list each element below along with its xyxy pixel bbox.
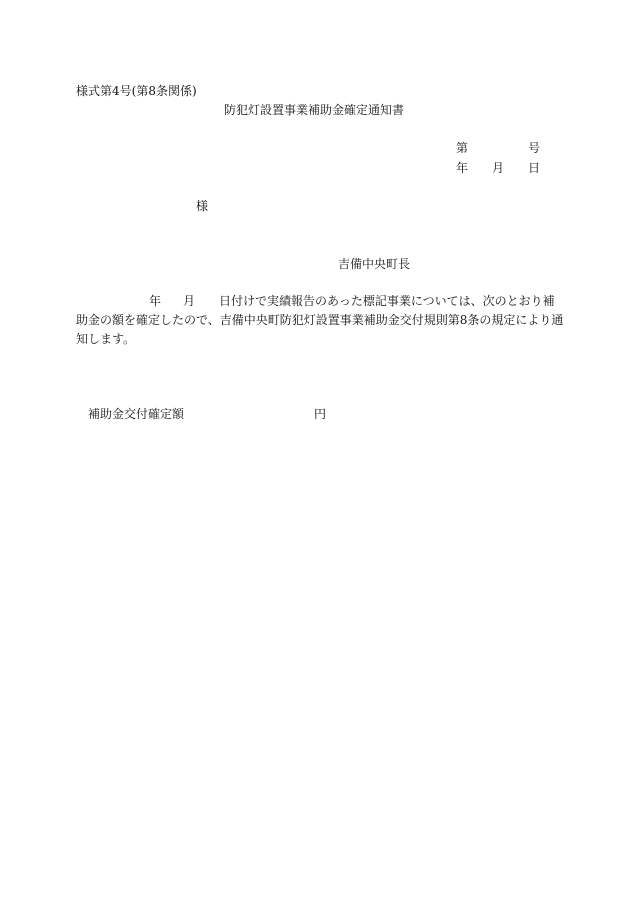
body-text-line-3: 知します。	[76, 332, 136, 346]
date-day-label: 日	[528, 161, 541, 175]
document-number-prefix: 第	[456, 141, 469, 155]
body-text-line-2: 助金の額を確定したので、吉備中央町防犯灯設置事業補助金交付規則第8条の規定により通	[76, 313, 564, 327]
document-number-suffix: 号	[528, 141, 541, 155]
form-number: 様式第4号(第8条関係)	[76, 84, 197, 98]
amount-unit: 円	[314, 407, 327, 421]
body-text-line-1: 日付けで実績報告のあった標記事業については、次のとおり補	[219, 294, 555, 308]
body-month-label: 月	[183, 294, 196, 308]
body-year-label: 年	[149, 294, 162, 308]
document-title: 防犯灯設置事業補助金確定通知書	[224, 103, 405, 117]
issuer-name: 吉備中央町長	[338, 257, 411, 271]
amount-label: 補助金交付確定額	[88, 407, 185, 421]
date-year-label: 年	[456, 161, 469, 175]
date-month-label: 月	[492, 161, 505, 175]
addressee-honorific: 様	[196, 199, 209, 213]
